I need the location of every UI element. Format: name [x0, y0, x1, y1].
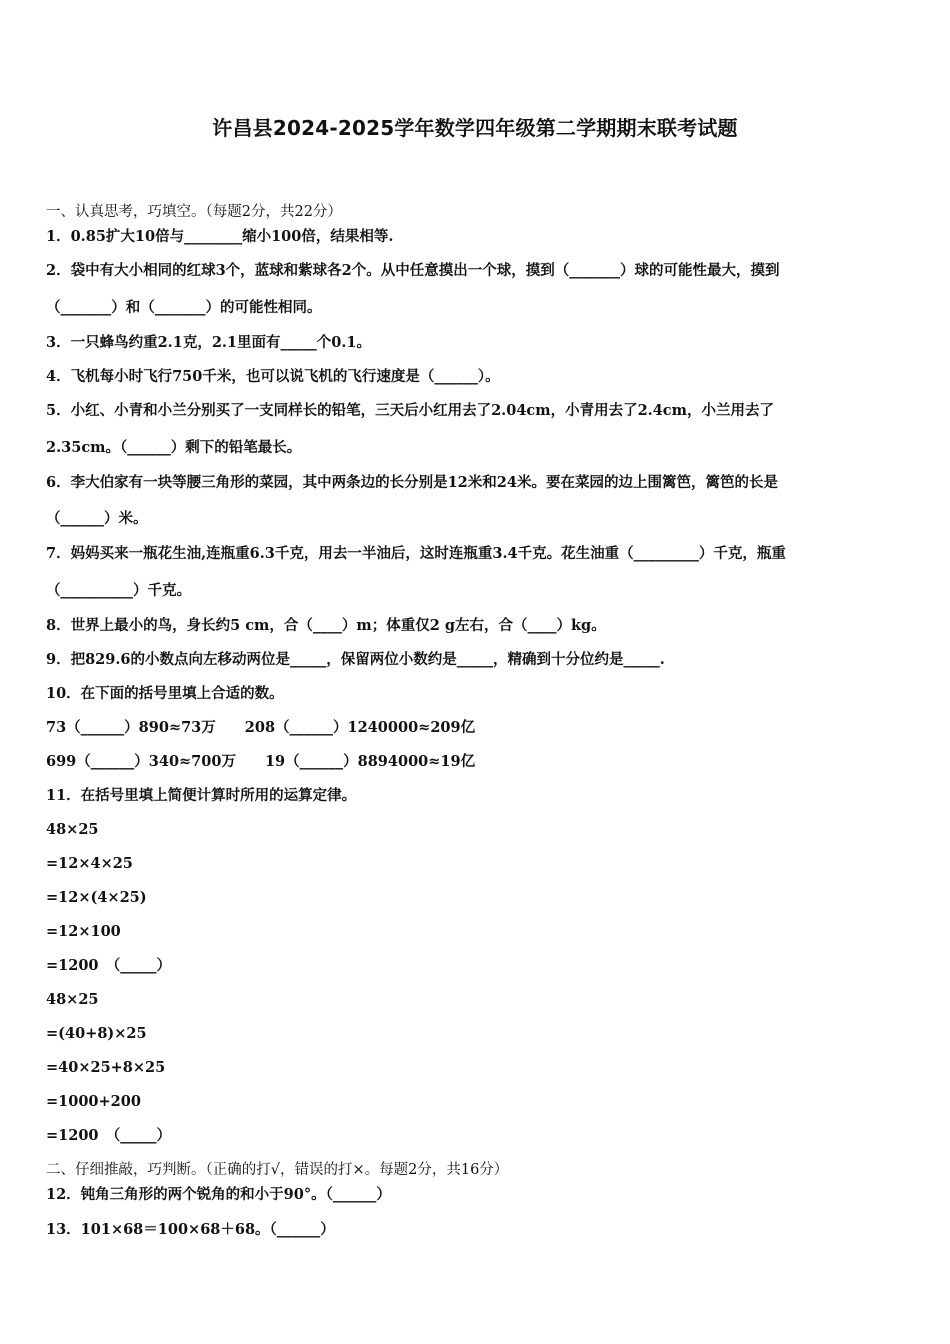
page-title: 许昌县2024-2025学年数学四年级第二学期期末联考试题: [212, 116, 738, 140]
question-3: 3．一只蜂鸟约重2.1克，2.1里面有_____个0.1。: [46, 334, 372, 351]
question-4: 4．飞机每小时飞行750千米，也可以说飞机的飞行速度是（______）。: [46, 368, 500, 385]
calc-2-line: 48×25: [46, 991, 99, 1008]
question-5-line-2: 2.35cm。（______）剩下的铅笔最长。: [46, 439, 302, 456]
section-1-heading: 一、认真思考，巧填空。（每题2分，共22分）: [46, 204, 342, 220]
calc-1-line: =12×100: [46, 923, 121, 940]
calc-2-line: =1200 （_____）: [46, 1127, 172, 1144]
calc-1-line: =1200 （_____）: [46, 957, 172, 974]
question-10-row-1: 73（______）890≈73万 208（______）1240000≈209亿: [46, 719, 476, 736]
calc-2-line: =1000+200: [46, 1093, 141, 1110]
question-2-line-2: （_______）和（_______）的可能性相同。: [46, 299, 322, 316]
calc-2-line: =(40+8)×25: [46, 1025, 147, 1042]
question-9: 9．把829.6的小数点向左移动两位是_____，保留两位小数约是_____，精确到十分位约是_____.: [46, 651, 665, 668]
calc-2-line: =40×25+8×25: [46, 1059, 166, 1076]
question-6-line-1: 6．李大伯家有一块等腰三角形的菜园，其中两条边的长分别是12米和24米。要在菜园的边上围篱笆，篱笆的长是: [46, 474, 778, 491]
question-13: 13．101×68＝100×68＋68。（______）: [46, 1221, 335, 1238]
question-10: 10．在下面的括号里填上合适的数。: [46, 685, 284, 702]
question-6-line-2: （______）米。: [46, 510, 148, 527]
question-5-line-1: 5．小红、小青和小兰分别买了一支同样长的铅笔，三天后小红用去了2.04cm，小青用去了2.4cm，小兰用去了: [46, 402, 774, 419]
question-7-line-1: 7．妈妈买来一瓶花生油,连瓶重6.3千克，用去一半油后，这时连瓶重3.4千克。花生油重（_________）千克，瓶重: [46, 545, 786, 562]
question-7-line-2: （__________）千克。: [46, 582, 191, 599]
calc-1-line: =12×4×25: [46, 855, 133, 872]
calc-1-line: =12×(4×25): [46, 889, 147, 906]
question-2-line-1: 2．袋中有大小相同的红球3个，蓝球和紫球各2个。从中任意摸出一个球，摸到（_______）球的可能性最大，摸到: [46, 262, 780, 279]
section-2-heading: 二、仔细推敲，巧判断。（正确的打√，错误的打×。每题2分，共16分）: [46, 1162, 509, 1178]
question-8: 8．世界上最小的鸟，身长约5 cm，合（____）m；体重仅2 g左右，合（____）kg。: [46, 617, 606, 634]
question-1: 1．0.85扩大10倍与________缩小100倍，结果相等.: [46, 228, 394, 245]
question-10-row-2: 699（______）340≈700万 19（______）8894000≈19亿: [46, 753, 476, 770]
question-12: 12．钝角三角形的两个锐角的和小于90°。（______）: [46, 1186, 391, 1203]
calc-1-line: 48×25: [46, 821, 99, 838]
question-11: 11．在括号里填上简便计算时所用的运算定律。: [46, 787, 357, 804]
